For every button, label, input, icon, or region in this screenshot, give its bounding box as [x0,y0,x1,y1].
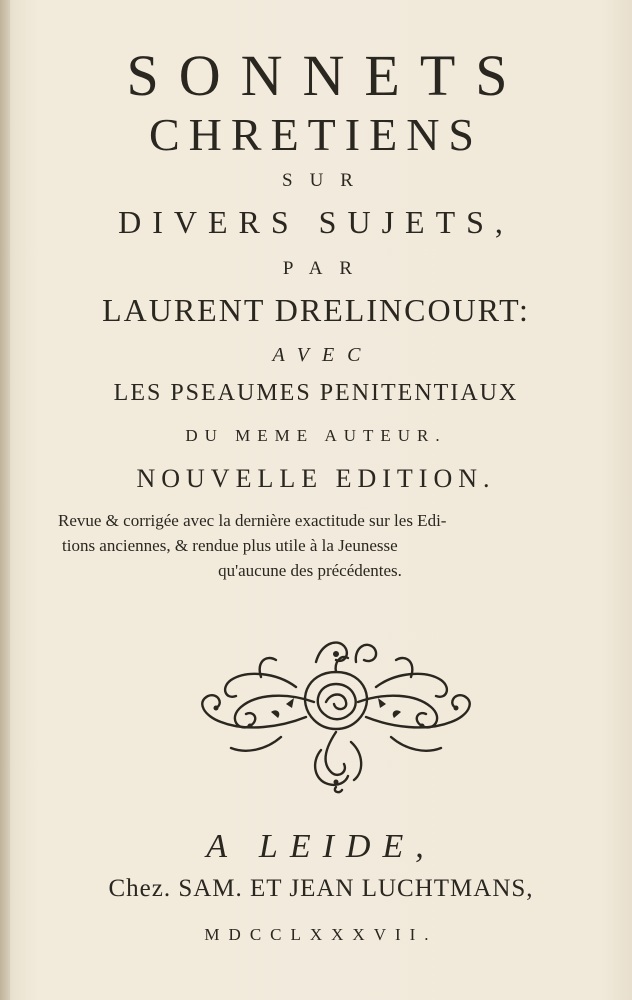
title-divers-sujets: DIVERS SUJETS, [118,204,514,240]
subtitle: LES PSEAUMES PENITENTIAUX [113,380,519,406]
subtitle-author: DU MEME AUTEUR. [185,426,447,445]
by-line: PAR [282,258,370,279]
title-chretiens: CHRETIENS [149,109,483,160]
description-line: tions anciennes, & rendue plus utile à la Jeunesse [62,536,398,555]
publisher: Chez. SAM. ET JEAN LUCHTMANS, [108,875,534,902]
edition-line: NOUVELLE EDITION. [136,464,496,493]
ornament-icon [186,632,486,797]
title-sur: SUR [282,170,370,191]
description-line: Revue & corrigée avec la dernière exactitude sur les Edi- [58,511,447,530]
publication-year: MDCCLXXXVII. [204,925,438,944]
edition-description [58,508,596,583]
author-name: LAURENT DRELINCOURT: [102,292,530,328]
place-of-publication: A LEIDE, [206,828,436,865]
with-line: AVEC [272,344,374,366]
description-line: qu'aucune des précédentes. [218,561,402,580]
title-sonnets: SONNETS [126,43,528,108]
